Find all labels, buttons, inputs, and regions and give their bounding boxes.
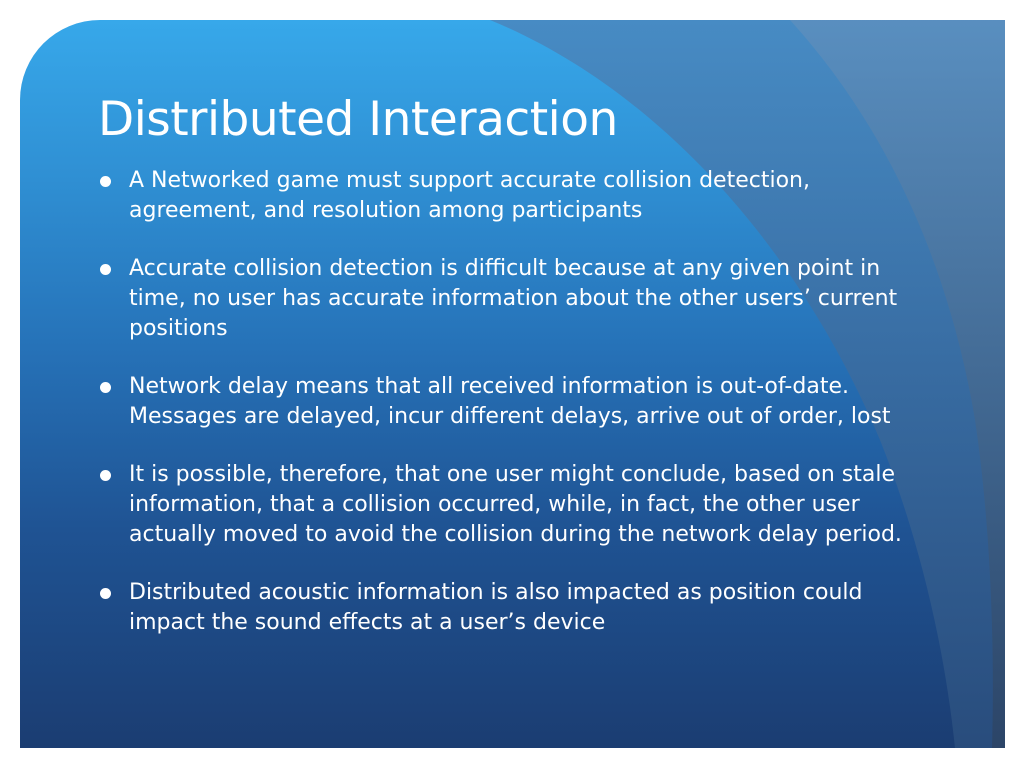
bullet-text: A Networked game must support accurate collision detection, agreement, and resolution among participants [129,168,810,223]
bullet-item [98,372,940,432]
bullet-dot-icon [100,264,111,275]
bullet-dot-icon [100,382,111,393]
bullet-item [98,578,940,638]
bullet-item [98,254,940,344]
bullet-list [98,166,940,666]
bullet-dot-icon [100,470,111,481]
slide-title: Distributed Interaction [98,92,618,147]
bullet-item [98,166,940,226]
bullet-dot-icon [100,176,111,187]
slide-canvas [20,20,1005,748]
bullet-text: Accurate collision detection is difficult because at any given point in time, no user has accurate information about the other users’ current positions [129,256,898,341]
bullet-text: Distributed acoustic information is also impacted as position could impact the sound effects at a user’s device [129,580,863,635]
bullet-item [98,460,940,550]
bullet-dot-icon [100,588,111,599]
bullet-text: Network delay means that all received information is out-of-date. Messages are delayed, incur different delays, arrive out of order, lost [129,374,891,429]
bullet-text: It is possible, therefore, that one user might conclude, based on stale information, that a collision occurred, while, in fact, the other user actually moved to avoid the collision during the network delay period. [129,462,902,547]
